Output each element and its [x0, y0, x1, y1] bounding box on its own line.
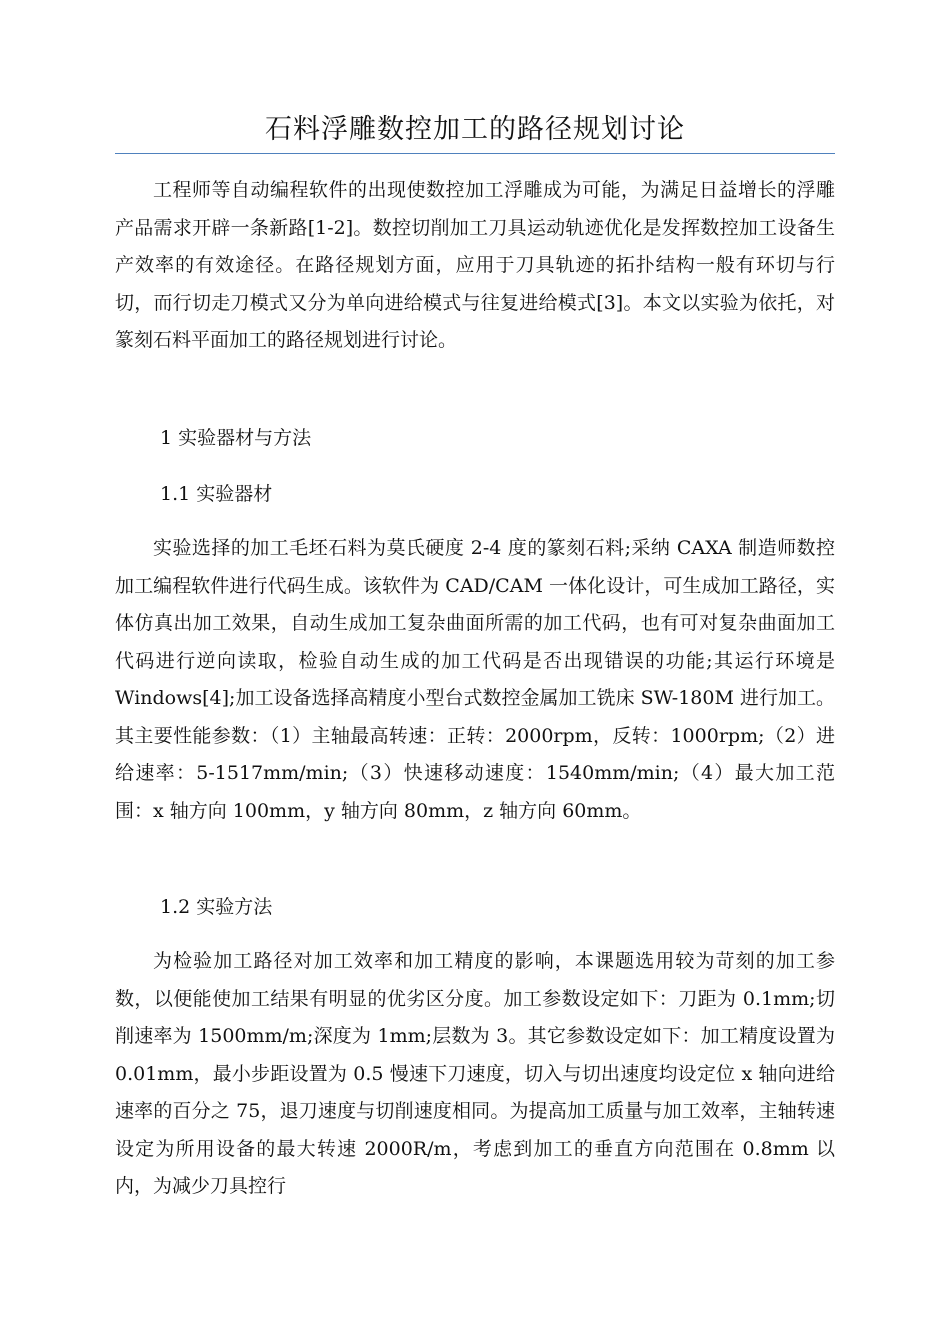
title-underline: [115, 153, 835, 154]
section-1-2-paragraph: 为检验加工路径对加工效率和加工精度的影响，本课题选用较为苛刻的加工参数，以便能使加工结果有明显的优劣区分度。加工参数设定如下：刀距为 0.1mm;切削速率为 1500mm/m;深度为 1mm;层数为 3。其它参数设定如下：加工精度设置为 0.01mm，最小步距设置为 0.5 慢速下刀速度，切入与切出速度均设定位 x 轴向进给速率的百分之 75，退刀速度与切削速度相同。为提高加工质量与加工效率，主轴转速设定为所用设备的最大转速 2000R/m，考虑到加工的垂直方向范围在 0.8mm 以内，为减少刀具控行: [115, 950, 835, 1197]
section-1-1-paragraph: 实验选择的加工毛坯石料为莫氏硬度 2-4 度的篆刻石料;采纳 CAXA 制造师数控加工编程软件进行代码生成。该软件为 CAD/CAM 一体化设计，可生成加工路径，实体仿真出加工效果，自动生成加工复杂曲面所需的加工代码，也有可对复杂曲面加工代码进行逆向读取，检验自动生成的加工代码是否出现错误的功能;其运行环境是 Windows[4];加工设备选择高精度小型台式数控金属加工铣床 SW-180M 进行加工。其主要性能参数：（1）主轴最高转速：正转：2000rpm，反转：1000rpm;（2）进给速率：5-1517mm/min;（3）快速移动速度：1540mm/min;（4）最大加工范围：x 轴方向 100mm，y 轴方向 80mm，z 轴方向 60mm。: [115, 537, 835, 822]
section-1-heading: 1 实验器材与方法: [160, 427, 312, 449]
section-1-2-heading: 1.2 实验方法: [160, 896, 273, 918]
document-title: 石料浮雕数控加工的路径规划讨论: [265, 114, 685, 145]
section-1-1-heading: 1.1 实验器材: [160, 483, 273, 505]
intro-paragraph: 工程师等自动编程软件的出现使数控加工浮雕成为可能，为满足日益增长的浮雕产品需求开辟一条新路[1-2]。数控切削加工刀具运动轨迹优化是发挥数控加工设备生产效率的有效途径。在路径规划方面，应用于刀具轨迹的拓扑结构一般有环切与行切，而行切走刀模式又分为单向进给模式与往复进给模式[3]。本文以实验为依托，对篆刻石料平面加工的路径规划进行讨论。: [115, 179, 835, 351]
